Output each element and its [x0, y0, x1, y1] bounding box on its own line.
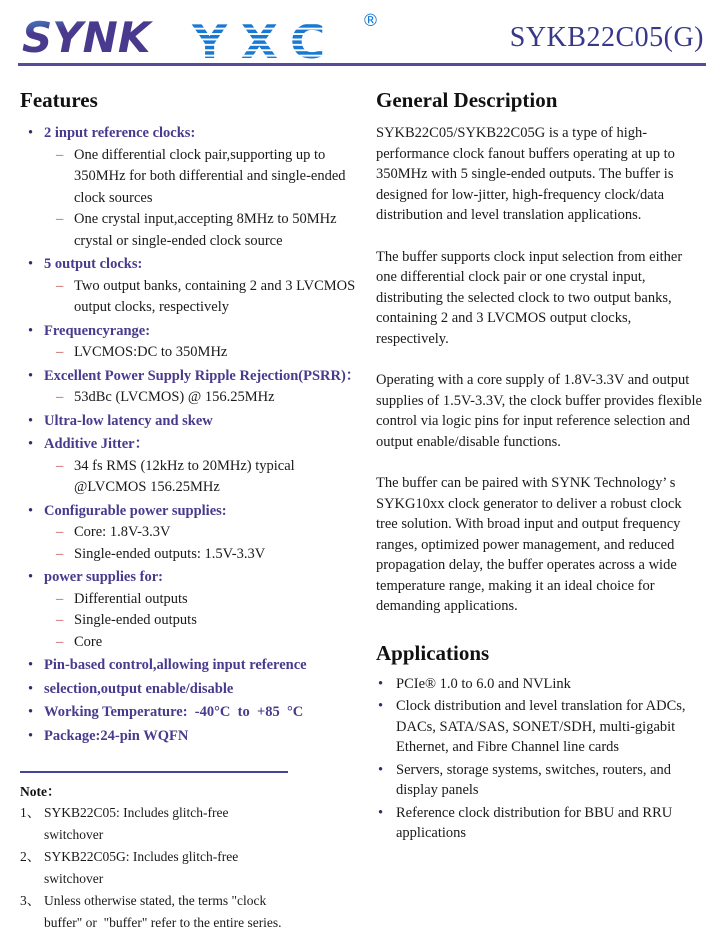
registered-trademark-icon: ® [362, 11, 379, 31]
feature-item [28, 726, 364, 748]
bullet-icon: • [28, 125, 34, 141]
bullet-icon: • [378, 761, 384, 778]
feature-label: selection,output enable/disable [44, 680, 234, 697]
dash-icon: – [56, 277, 64, 294]
feature-label: Working Temperature: -40°C to +85 °C [44, 704, 304, 720]
application-item-text: Clock distribution and level translation for ADCs, DACs, SATA/SAS, SONET/SDH, multi-gigabit Ethernet, and Fibre Channel line cards [396, 698, 690, 755]
feature-label: Excellent Power Supply Ripple Rejection(PSRR)： [44, 367, 361, 384]
feature-subitem [56, 342, 364, 364]
description-paragraph: The buffer supports clock input selection from either one differential clock pair or one crystal input, distributing the selected clock to two output banks, containing 2 and 3 LVCMOS output clocks, respectively. [376, 248, 683, 347]
feature-subitem [56, 387, 364, 409]
dash-icon: – [56, 211, 64, 227]
feature-sub-label: One crystal input,accepting 8MHz to 50MHz crystal or single-ended clock source [74, 211, 341, 249]
note-item [20, 802, 288, 846]
yxc-logo-icon [190, 8, 395, 70]
right-column [364, 66, 706, 934]
part-number-title: SYKB22C05(G) [509, 22, 704, 53]
features-heading: Features [20, 88, 98, 112]
description-paragraph: The buffer can be paired with SYNK Technology’ s SYKG10xx clock generator to deliver a robust clock tree solution. With broad input and output frequency ranges, optimized power management, and reduced propagation delay, the buffer operates across a wide temperature range, making it an ideal choice for demanding applications. [376, 475, 682, 614]
bullet-icon: • [28, 704, 34, 720]
applications-heading: Applications [376, 640, 490, 665]
feature-label: Configurable power supplies: [44, 502, 227, 519]
application-item-text: Servers, storage systems, switches, routers, and display panels [396, 761, 675, 798]
logo-group [20, 8, 395, 70]
feature-label: Additive Jitter： [44, 436, 150, 452]
feature-label: 5 output clocks: [44, 256, 143, 272]
feature-label: Ultra-low latency and skew [44, 412, 213, 429]
note-item-number: 1、 [20, 805, 41, 820]
note-item-number: 3、 [20, 893, 41, 908]
application-item [376, 674, 706, 695]
bullet-icon: • [378, 698, 384, 714]
dash-icon: – [56, 457, 64, 474]
feature-item [28, 123, 364, 145]
feature-sub-label: Single-ended outputs [74, 612, 197, 628]
note-section [20, 771, 288, 934]
general-description-heading: General Description [376, 88, 558, 112]
dash-icon: – [56, 146, 64, 163]
note-item [20, 846, 288, 890]
feature-item [28, 501, 364, 523]
note-item-text: SYKB22C05: Includes glitch-free switchover [44, 805, 232, 842]
main-content [0, 66, 724, 934]
description-paragraph: SYKB22C05/SYKB22C05G is a type of high-performance clock fanout buffers operating at up to 350MHz with 5 single-ended outputs. The buffer is designed for low-jitter, high-frequency clock/data distribution and level translation applications. [376, 125, 675, 223]
feature-sub-label: LVCMOS:DC to 350MHz [74, 344, 228, 360]
feature-sub-label: Two output banks, containing 2 and 3 LVCMOS output clocks, respectively [74, 277, 359, 315]
feature-item [28, 254, 364, 276]
bullet-icon: • [28, 367, 34, 384]
feature-label: 2 input reference clocks: [44, 125, 196, 141]
feature-item [28, 702, 364, 724]
application-item [376, 696, 706, 758]
bullet-icon: • [28, 322, 34, 339]
application-item-text: PCIe® 1.0 to 6.0 and NVLink [396, 675, 571, 692]
feature-subitem [56, 632, 364, 654]
description-paragraph: Operating with a core supply of 1.8V-3.3V and output supplies of 1.5V-3.3V, the clock buffer provides flexible control via logic pins for input reference selection and output enable/disable functions. [376, 372, 702, 450]
bullet-icon: • [28, 727, 34, 744]
application-item-text: Reference clock distribution for BBU and RRU applications [396, 804, 676, 841]
note-item-text: SYKB22C05G: Includes glitch-free switchover [44, 849, 242, 886]
feature-item [28, 434, 364, 456]
bullet-icon: • [378, 675, 384, 692]
feature-sub-label: Core: 1.8V-3.3V [74, 524, 171, 540]
feature-item [28, 655, 364, 677]
feature-item [28, 321, 364, 343]
feature-item [28, 567, 364, 589]
dash-icon: – [56, 545, 64, 562]
bullet-icon: • [28, 502, 34, 519]
page-header [0, 0, 724, 70]
feature-item [28, 679, 364, 701]
left-column [20, 66, 364, 934]
feature-label: Frequencyrange: [44, 322, 151, 339]
feature-label: Pin-based control,allowing input reference [44, 657, 307, 673]
bullet-icon: • [28, 412, 34, 429]
application-item [376, 760, 706, 801]
feature-subitem [56, 209, 364, 252]
feature-item [28, 411, 364, 433]
bullet-icon: • [28, 657, 34, 673]
note-list [20, 802, 288, 934]
synk-logo-text: SYNK [22, 13, 151, 62]
feature-sub-label: Core [74, 633, 103, 650]
dash-icon: – [56, 590, 64, 607]
application-item [376, 803, 706, 844]
yxc-logo-text: YXC [192, 16, 339, 70]
feature-sub-label: Differential outputs [74, 590, 188, 607]
feature-label: power supplies for: [44, 569, 163, 585]
dash-icon: – [56, 344, 64, 360]
note-item-number: 2、 [20, 849, 41, 864]
feature-subitem [56, 145, 364, 210]
features-list [20, 123, 364, 747]
feature-sub-label: Single-ended outputs: 1.5V-3.3V [74, 545, 266, 562]
feature-subitem [56, 456, 364, 499]
feature-sub-label: 34 fs RMS (12kHz to 20MHz) typical @LVCMOS 156.25MHz [74, 457, 299, 495]
bullet-icon: • [378, 804, 384, 821]
bullet-icon: • [28, 436, 34, 452]
dash-icon: – [56, 524, 64, 540]
note-item [20, 890, 288, 934]
bullet-icon: • [28, 256, 34, 272]
dash-icon: – [56, 389, 64, 405]
synk-logo-icon [20, 8, 180, 64]
bullet-icon: • [28, 680, 34, 697]
general-description-body [376, 123, 706, 617]
feature-subitem [56, 276, 364, 319]
dash-icon: – [56, 633, 64, 650]
dash-icon: – [56, 612, 64, 628]
feature-item [28, 366, 364, 388]
feature-subitem [56, 589, 364, 611]
note-item-text: Unless otherwise stated, the terms "clock buffer" or "buffer" refer to the entire series. [44, 893, 282, 930]
feature-sub-label: One differential clock pair,supporting up to 350MHz for both differential and single-ended clock sources [74, 146, 350, 206]
bullet-icon: • [28, 569, 34, 585]
feature-label: Package:24-pin WQFN [44, 727, 189, 744]
feature-subitem [56, 544, 364, 566]
applications-list [376, 674, 706, 844]
feature-subitem [56, 522, 364, 544]
note-title: Note： [20, 784, 61, 799]
feature-sub-label: 53dBc (LVCMOS) @ 156.25MHz [74, 389, 275, 405]
feature-subitem [56, 610, 364, 632]
